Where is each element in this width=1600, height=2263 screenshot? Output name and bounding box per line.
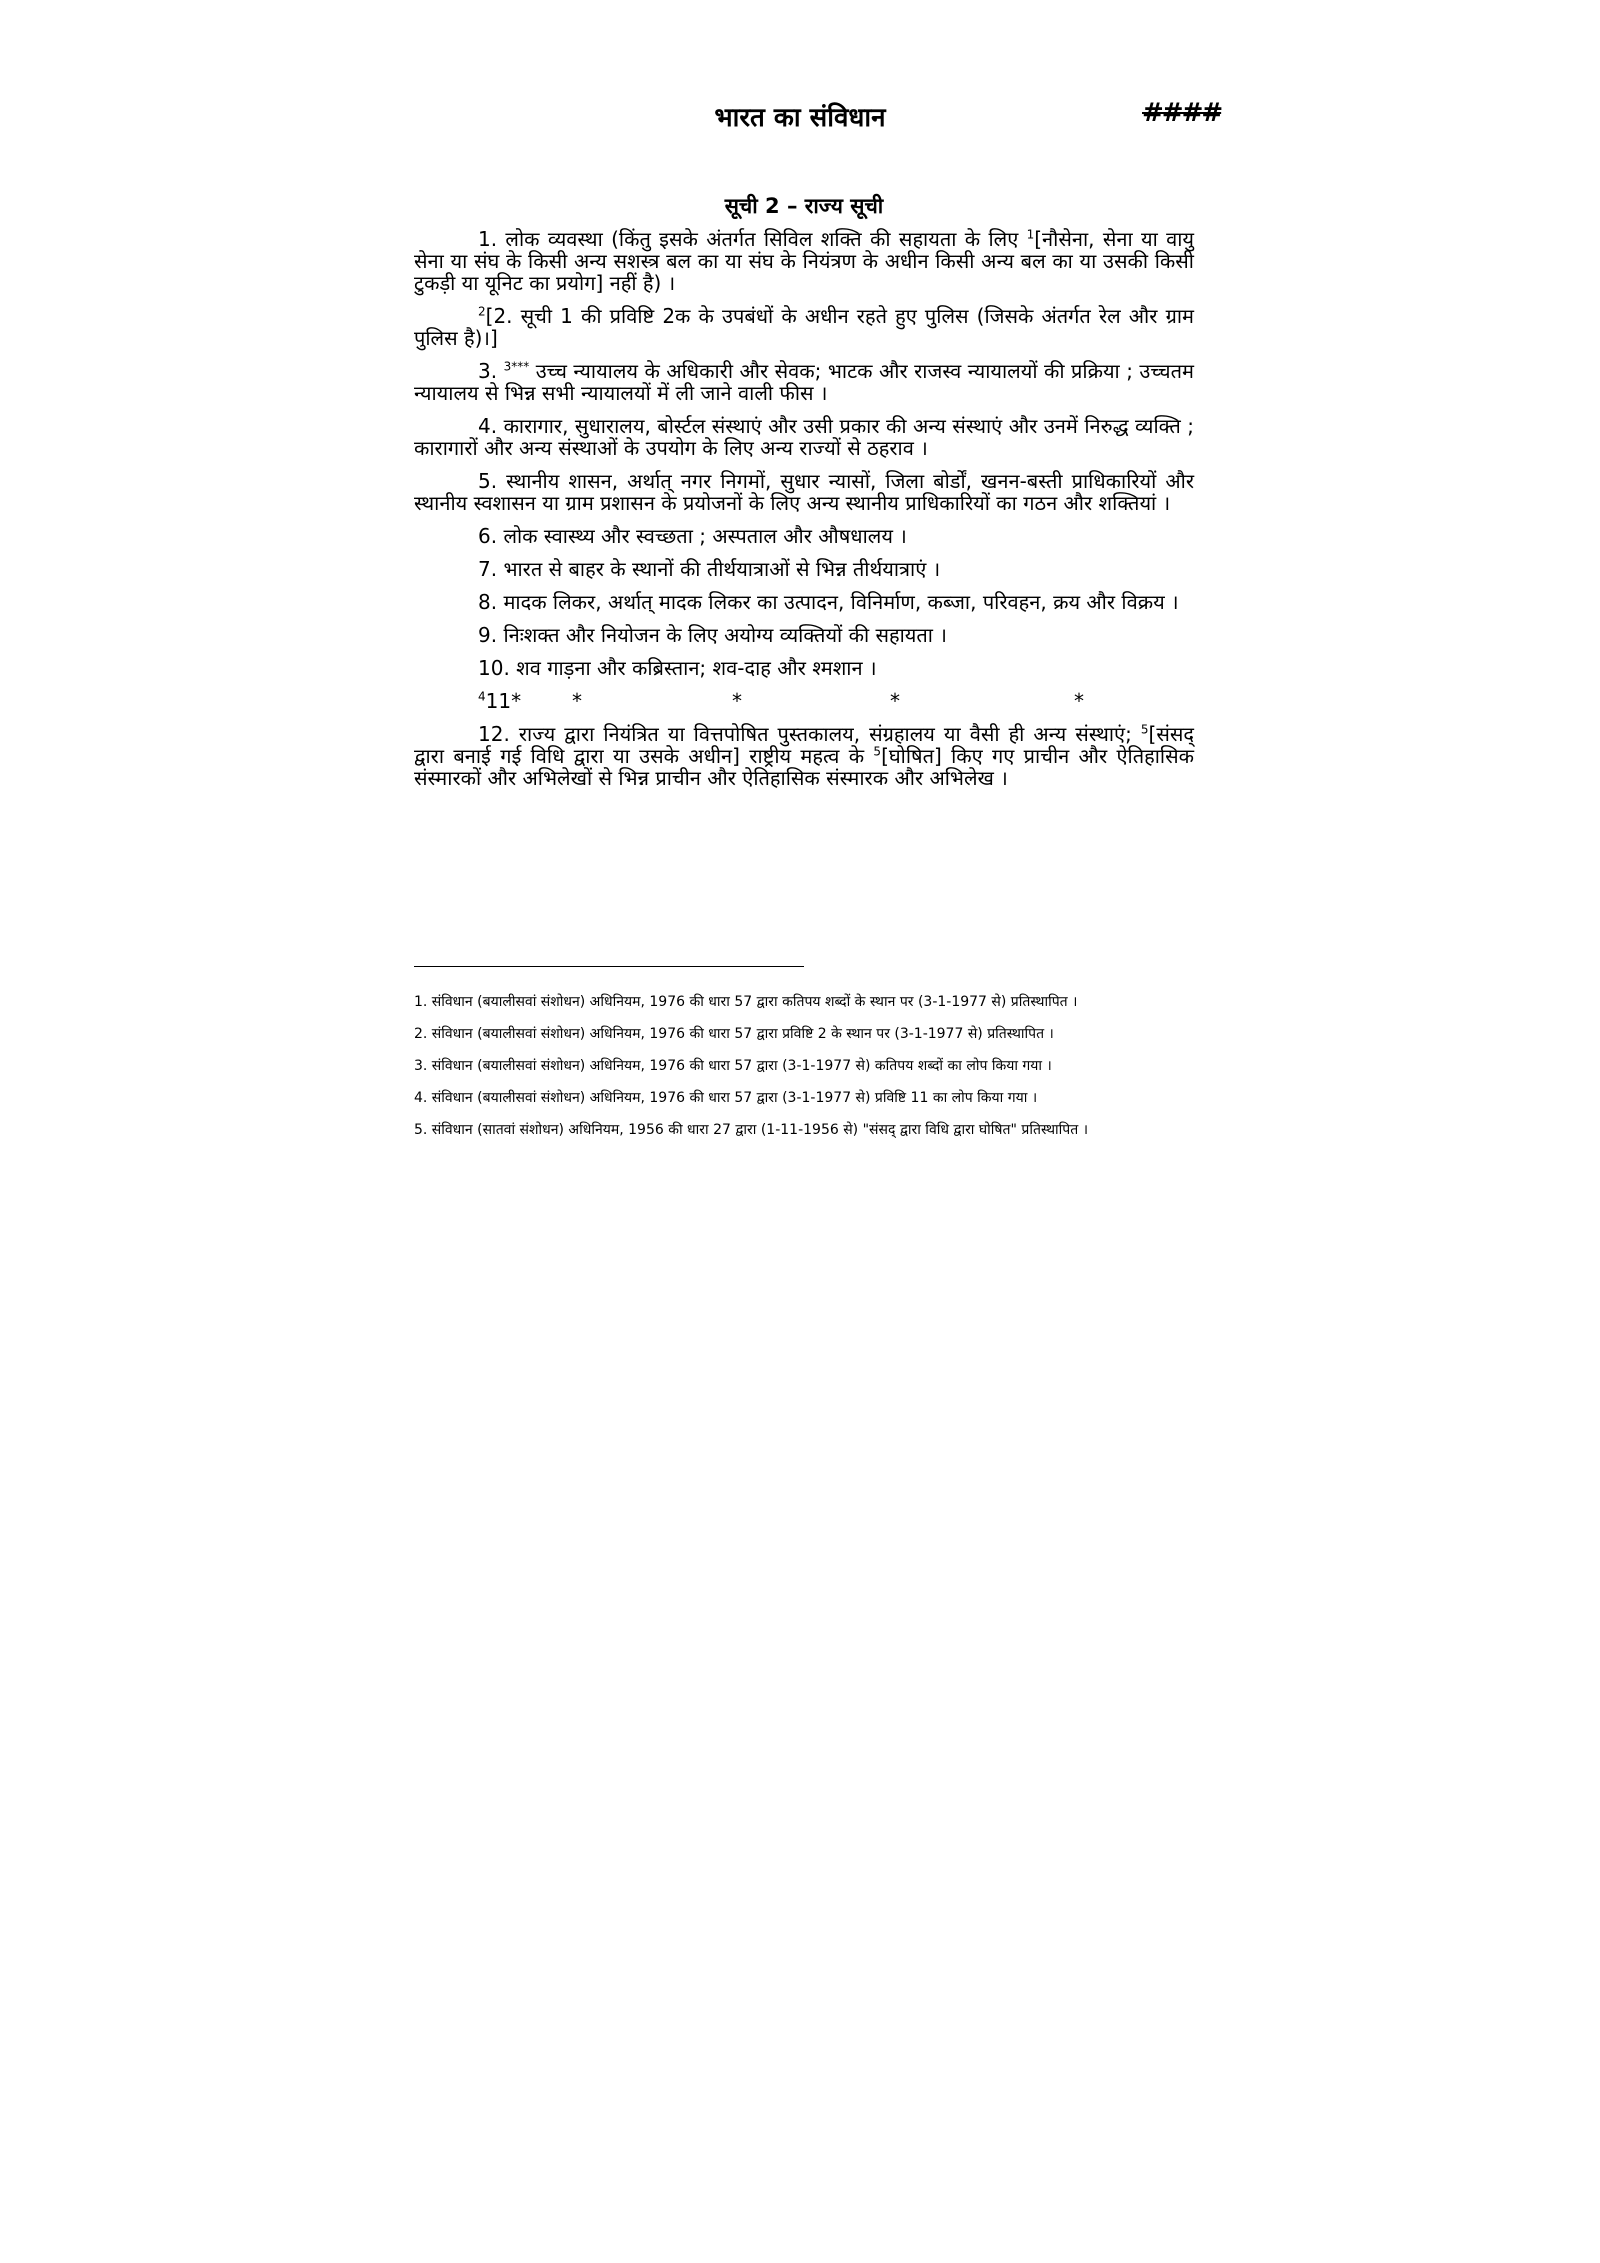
entry-3-text-b: उच्च न्यायालय के अधिकारी और सेवक; भाटक और राजस्व न्यायालयों की प्रक्रिया ; उच्चतम न्यायालय से भिन्न सभी न्यायालयों में ली जाने वाली फीस ।	[414, 359, 1194, 405]
entry-5: 5. स्थानीय शासन, अर्थात् नगर निगमों, सुधार न्यासों, जिला बोर्डों, खनन-बस्ती प्राधिकारियों और स्थानीय स्वशासन या ग्राम प्रशासन के प्रयोजनों के लिए अन्य स्थानीय प्राधिकारियों का गठन और शक्तियां ।	[414, 469, 1194, 515]
entry-10: 10. शव गाड़ना और कब्रिस्तान; शव-दाह और श्मशान ।	[478, 656, 877, 680]
page-number: ####	[1142, 98, 1222, 128]
footnote-ref: 5	[1140, 722, 1149, 737]
entry-11-number	[478, 689, 521, 713]
entry-12-text-c: [घोषित] किए गए प्राचीन और ऐतिहासिक संस्मारकों और अभिलेखों से भिन्न प्राचीन और ऐतिहासिक संस्मारक और अभिलेख ।	[414, 744, 1194, 790]
entry-3	[414, 360, 1194, 404]
footnote-3: 3. संविधान (बयालीसवां संशोधन) अधिनियम, 1976 की धारा 57 द्वारा (3-1-1977 से) कतिपय शब्दों का लोप किया गया ।	[414, 1058, 1052, 1074]
omission-star: *	[732, 689, 742, 713]
entry-9: 9. निःशक्त और नियोजन के लिए अयोग्य व्यक्तियों की सहायता ।	[478, 623, 947, 647]
entry-11-omitted	[414, 690, 1194, 712]
omission-star: *	[1074, 689, 1084, 713]
entry-1-text-b: [नौसेना, सेना या वायु सेना या संघ के किसी अन्य सशस्त्र बल का या संघ के नियंत्रण के अधीन किसी अन्य बल का या उसकी किसी टुकड़ी या यूनिट का प्रयोग] नहीं है) ।	[414, 227, 1194, 295]
entry-4: 4. कारागार, सुधारालय, बोर्स्टल संस्थाएं और उसी प्रकार की अन्य संस्थाएं और उनमें निरुद्ध व्यक्ति ; कारागारों और अन्य संस्थाओं के उपयोग के लिए अन्य राज्यों से ठहराव ।	[414, 414, 1194, 460]
page-title: भारत का संविधान	[714, 103, 886, 133]
footnote-2: 2. संविधान (बयालीसवां संशोधन) अधिनियम, 1976 की धारा 57 द्वारा प्रविष्टि 2 के स्थान पर (3-1-1977 से) प्रतिस्थापित ।	[414, 1026, 1054, 1042]
footnote-ref: 2	[478, 304, 486, 319]
omission-star: *	[890, 689, 900, 713]
footnote-4: 4. संविधान (बयालीसवां संशोधन) अधिनियम, 1976 की धारा 57 द्वारा (3-1-1977 से) प्रविष्टि 11 का लोप किया गया ।	[414, 1090, 1038, 1106]
entry-2	[414, 305, 1194, 349]
entry-11-label: 11*	[485, 689, 522, 713]
footnotes	[414, 990, 1194, 1150]
footnote-ref: 5	[873, 744, 882, 759]
entry-1	[414, 228, 1194, 294]
entry-6: 6. लोक स्वास्थ्य और स्वच्छता ; अस्पताल और औषधालय ।	[478, 524, 907, 548]
entry-12-text-a: 12. राज्य द्वारा नियंत्रित या वित्तपोषित पुस्तकालय, संग्रहालय या वैसी ही अन्य संस्थाएं;	[478, 722, 1141, 746]
footnote-ref: 4	[478, 689, 486, 704]
footnote-ref: 3***	[503, 359, 530, 374]
list-title: सूची 2 – राज्य सूची	[724, 194, 884, 218]
entry-3-text-a: 3.	[478, 359, 504, 383]
footnote-ref: 1	[1026, 227, 1035, 242]
omission-star: *	[572, 689, 582, 713]
entry-7: 7. भारत से बाहर के स्थानों की तीर्थयात्राओं से भिन्न तीर्थयात्राएं ।	[478, 557, 941, 581]
entry-12-text-b: [संसद् द्वारा बनाई गई विधि द्वारा या उसके अधीन] राष्ट्रीय महत्व के	[414, 722, 1194, 768]
footnote-1: 1. संविधान (बयालीसवां संशोधन) अधिनियम, 1976 की धारा 57 द्वारा कतिपय शब्दों के स्थान पर (3-1-1977 से) प्रतिस्थापित ।	[414, 994, 1078, 1010]
entry-8: 8. मादक लिकर, अर्थात् मादक लिकर का उत्पादन, विनिर्माण, कब्जा, परिवहन, क्रय और विक्रय ।	[478, 590, 1179, 614]
entry-2-text: [2. सूची 1 की प्रविष्टि 2क के उपबंधों के अधीन रहते हुए पुलिस (जिसके अंतर्गत रेल और ग्राम पुलिस है)।]	[414, 304, 1194, 350]
footnote-divider	[414, 966, 804, 967]
footnote-5: 5. संविधान (सातवां संशोधन) अधिनियम, 1956 की धारा 27 द्वारा (1-11-1956 से) "संसद् द्वारा विधि द्वारा घोषित" प्रतिस्थापित ।	[414, 1122, 1088, 1138]
entry-12	[414, 723, 1194, 789]
entry-1-text-a: 1. लोक व्यवस्था (किंतु इसके अंतर्गत सिविल शक्ति की सहायता के लिए	[478, 227, 1027, 251]
schedule-content	[414, 192, 1194, 800]
